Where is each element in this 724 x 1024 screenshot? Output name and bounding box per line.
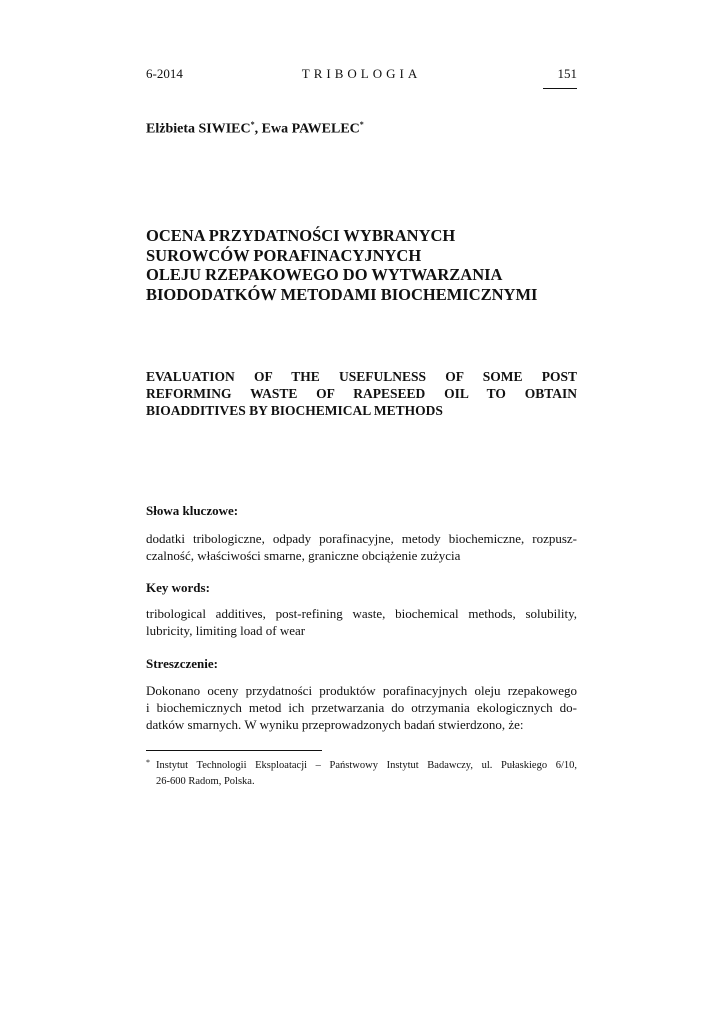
keywords-en-line: tribological additives, post-refining waste, biochemical methods, solubility, [146, 606, 577, 621]
keywords-pl-line: czalność, właściwości smarne, graniczne obciążenie zużycia [146, 548, 461, 563]
author-1: Elżbieta SIWIEC [146, 121, 251, 137]
title-en-line: REFORMING WASTE OF RAPESEED OIL TO OBTAIN [146, 386, 577, 401]
title-pl-line: SUROWCÓW PORAFINACYJNYCH [146, 245, 422, 265]
footnote [146, 758, 577, 790]
author-1-footnote-mark: * [250, 120, 255, 129]
title-en-line: BIOADDITIVES BY BIOCHEMICAL METHODS [146, 403, 443, 418]
keywords-pl-line: dodatki tribologiczne, odpady porafinacyjne, metody biochemiczne, rozpusz- [146, 531, 577, 546]
abstract-text [146, 682, 577, 733]
abstract-heading: Streszczenie: [146, 656, 218, 671]
journal-name: TRIBOLOGIA [301, 66, 422, 81]
title-english [146, 368, 577, 419]
page-number: 151 [557, 66, 577, 81]
title-polish [146, 226, 577, 304]
keywords-en-heading: Key words: [146, 580, 210, 595]
title-en-line: EVALUATION OF THE USEFULNESS OF SOME POST [146, 369, 577, 384]
title-pl-line: OCENA PRZYDATNOŚCI WYBRANYCH [146, 226, 456, 245]
keywords-pl-heading: Słowa kluczowe: [146, 503, 239, 518]
footnote-rule [146, 750, 322, 751]
author-separator: , [254, 121, 262, 137]
running-header [146, 66, 577, 86]
abstract-line: Dokonano oceny przydatności produktów porafinacyjnych oleju rzepakowego [146, 683, 577, 698]
author-2: Ewa PAWELEC [261, 121, 360, 137]
keywords-pl-text [146, 530, 577, 564]
keywords-en-text [146, 605, 577, 639]
issue-number: 6-2014 [146, 66, 183, 81]
footnote-line: 26-600 Radom, Polska. [156, 776, 255, 787]
footnote-line: Instytut Technologii Eksploatacji – Państwowy Instytut Badawczy, ul. Pułaskiego 6/10, [156, 760, 577, 771]
abstract-line: i biochemicznych metod ich przetwarzania do otrzymania ekologicznych do- [146, 700, 577, 715]
title-pl-line: BIODODATKÓW METODAMI BIOCHEMICZNYMI [146, 284, 538, 304]
abstract-line: datków smarnych. W wyniku przeprowadzonych badań stwierdzono, że: [146, 717, 524, 732]
header-rule [543, 88, 577, 89]
footnote-mark: * [146, 758, 150, 767]
keywords-en-line: lubricity, limiting load of wear [146, 623, 306, 638]
authors [146, 120, 364, 138]
author-2-footnote-mark: * [359, 120, 364, 129]
title-pl-line: OLEJU RZEPAKOWEGO DO WYTWARZANIA [146, 265, 503, 284]
